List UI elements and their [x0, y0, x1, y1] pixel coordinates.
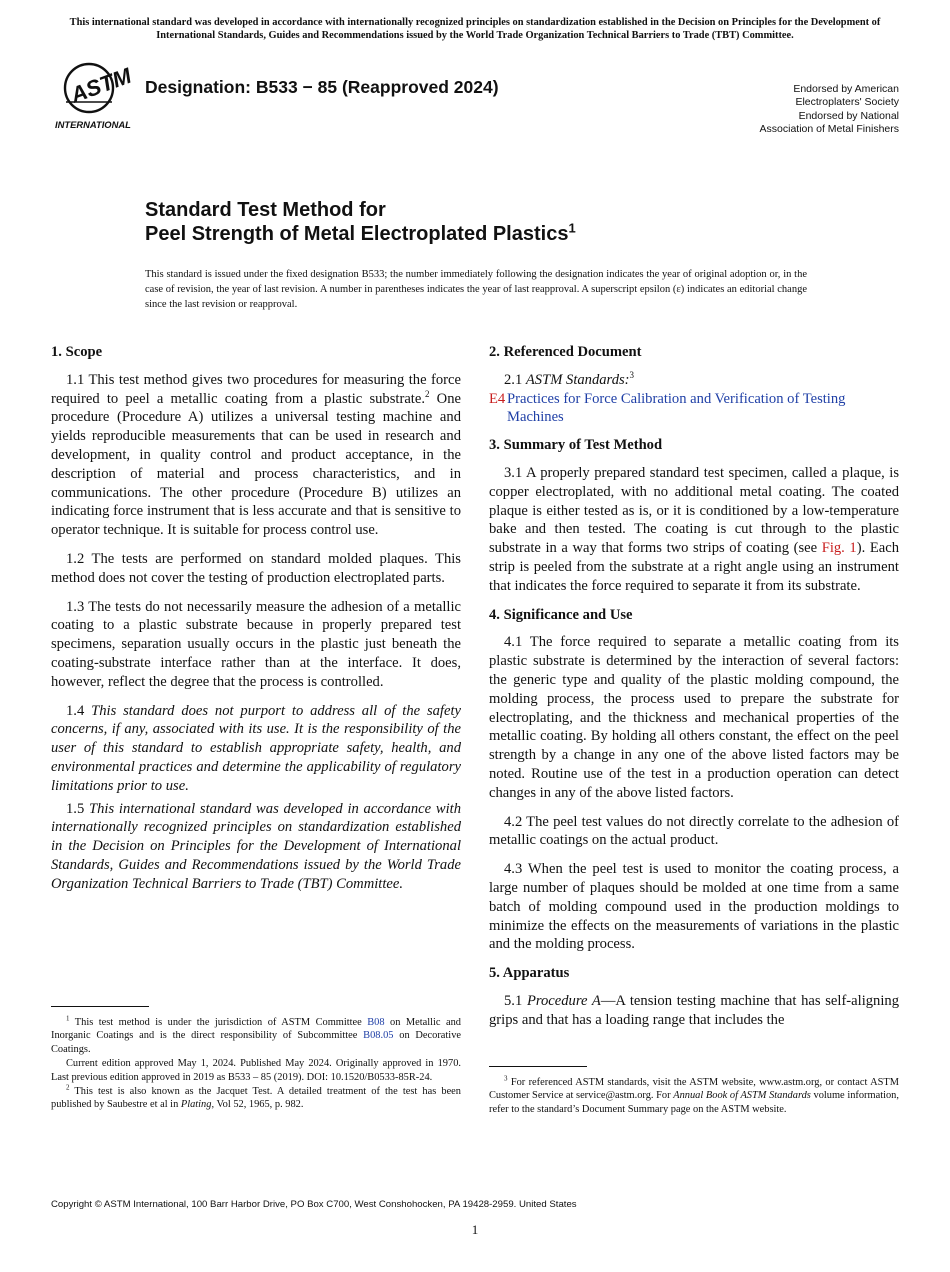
- section-heading-referenced: 2. Referenced Document: [489, 344, 642, 360]
- endorsement-line: Association of Metal Finishers: [759, 123, 899, 136]
- paragraph-1-5: 1.5 This international standard was developed in accordance with internationally recognized principles on standardization established in the Decision on Principles for the Development of International Standards, Guides and Recommendations issued by the World Trade Organization Technical Barriers to Trade (TBT) Committee.: [51, 800, 462, 892]
- endorsements: [760, 83, 899, 137]
- reference-e4[interactable]: [489, 390, 899, 428]
- endorsement-line: Electroplaters' Society: [795, 96, 899, 109]
- paragraph-1-3: 1.3 The tests do not necessarily measure the adhesion of a metallic coating to a plastic substrate because in properly prepared test specimens, separation usually occurs in the plastic just beneath the coating-substrate interface rather than at the interface. It does, however, reflect the degree that the process is controlled.: [51, 598, 461, 690]
- title-line-1: Standard Test Method for: [145, 199, 386, 221]
- paragraph-1-4: 1.4 This standard does not purport to address all of the safety concerns, if any, associated with its use. It is the responsibility of the user of this standard to establish appropriate safety, health, and environmental practices and determine the applicability of regulatory limitations prior to use.: [51, 702, 461, 794]
- edition-note: Current edition approved May 1, 2024. Published May 2024. Originally approved in 1970. Last previous edition approved in 2019 as B533 – 85 (2019). DOI: 10.1520/B0533-85R-24.: [51, 1058, 461, 1083]
- paragraph-3-1: 3.1 A properly prepared standard test specimen, called a plaque, is copper electroplated, with no additional metal coating. The coated plaque is either tested as is, or it is conditioned by a low-temperature bake and then tested. The coating is cut through to the plastic substrate in a way that forms two strips of coating (see Fig. 1). Each strip is peeled from the substrate at a right angle using an instrument that indicates the force required to separate it from its substrate.: [489, 464, 900, 594]
- footnote-marker[interactable]: 2: [424, 388, 430, 399]
- paragraph-2-1: 2.1 ASTM Standards:$^3$: [504, 369, 635, 388]
- section-heading-significance: 4. Significance and Use: [489, 606, 633, 623]
- astm-logo-icon: [52, 58, 136, 132]
- paragraph-5-1: 5.1 Procedure A—A tension testing machine that has self-aligning grips and that has a loading range that includes the: [489, 992, 899, 1028]
- copyright: Copyright © ASTM International, 100 Barr Harbor Drive, PO Box C700, West Conshohocken, PA 19428-2959. United States: [51, 1199, 577, 1210]
- reference-tag: E4: [489, 390, 506, 407]
- footnote-divider: [489, 1066, 587, 1067]
- section-heading-scope: 1. Scope: [51, 344, 103, 360]
- page-number: 1: [471, 1222, 479, 1237]
- designation: Designation: B533 − 85 (Reapproved 2024): [145, 77, 499, 97]
- paragraph-4-3: 4.3 When the peel test is used to monitor the coating process, a large number of plaques should be molded at one time from a same batch of molding compound used in the production moldings to minimize the effects on the measurements of variations in the plastic and the molding process.: [489, 861, 899, 953]
- footnote-1: $^1$ This test method is under the jurisdiction of ASTM Committee B08 on Metallic and Inorganic Coatings and is the direct responsibility of Subcommittee B08.05 on Decorative Coatings.: [51, 1014, 461, 1055]
- footnotes-right: [489, 1076, 899, 1117]
- right-column: [489, 343, 899, 1040]
- paragraph-4-2: 4.2 The peel test values do not directly correlate to the adhesion of metallic coatings on the actual product.: [489, 813, 899, 849]
- footnote-3: $^3$ For referenced ASTM standards, visit the ASTM website, www.astm.org, or contact ASTM Customer Service at service@astm.org. For Annual Book of ASTM Standards volume information, refer to the standard’s Document Summary page on the ASTM website.: [489, 1074, 899, 1115]
- paragraph-1-2: 1.2 The tests are performed on standard molded plaques. This method does not cover the testing of production electroplated parts.: [51, 550, 461, 586]
- logo-astm-letters: ASTM: [67, 62, 135, 108]
- committee-link[interactable]: B08: [367, 1017, 385, 1028]
- footnotes-left: [51, 1016, 461, 1113]
- endorsement-line: Endorsed by National: [798, 109, 899, 122]
- issue-statement: This standard is issued under the fixed designation B533; the number immediately following the designation indicates the year of original adoption or, in the case of revision, the year of last revision. A number in parentheses indicates the year of last reapproval. A superscript epsilon (ε) indicates an editorial change since the last revision or reapproval.: [145, 269, 807, 310]
- logo-wordmark: INTERNATIONAL: [55, 119, 131, 130]
- left-column: [51, 343, 461, 904]
- footnote-2: $^2$ This test is also known as the Jacquet Test. A detailed treatment of the test has been published by Saubestre et al in Plating, Vol 52, 1965, p. 982.: [51, 1083, 461, 1111]
- wto-notice: This international standard was developed in accordance with internationally recognized principles on standardization established in the Decision on Principles for the Development of International Standards, Guides and Recommendations issued by the World Trade Organization Technical Barriers to Trade (TBT) Committee.: [69, 17, 881, 41]
- title-line-2: Peel Strength of Metal Electroplated Plastics$^1$: [145, 220, 576, 245]
- footnote-divider: [51, 1006, 149, 1007]
- endorsement-line: Endorsed by American: [793, 83, 899, 95]
- title-footnote-marker[interactable]: 1: [568, 220, 576, 236]
- paragraph-4-1: 4.1 The force required to separate a metallic coating from its plastic substrate is determined by the interaction of several factors: the generic type and quality of the plastic molding compound, the molding process, the process used to prepare the substrate for electroplating, and the thickness and mechanical properties of the metallic coating. By holding all others constant, the effect on the peel strength by a change in any one of the above listed factors may be noted. Routine use of the test in a production operation can detect changes in any of the above listed factors.: [489, 634, 899, 801]
- figure-link[interactable]: Fig. 1: [821, 540, 857, 557]
- reference-link[interactable]: Practices for Force Calibration and Verification of Testing Machines: [507, 390, 846, 426]
- footnote-marker[interactable]: 3: [629, 369, 635, 380]
- document-title: [145, 198, 576, 246]
- section-heading-apparatus: 5. Apparatus: [489, 965, 570, 982]
- paragraph-1-1: 1.1 This test method gives two procedures for measuring the force required to peel a metallic coating from a plastic substrate.$^2$ One procedure (Procedure A) utilizes a universal testing machine and yields reproducible measurements that can be used in research and development, in quality control and product acceptance, in the description of material and process characteristics, and in communications. The other procedure (Procedure B) utilizes an indicating force instrument that is less accurate and that is sensitive to operator technique. It is suitable for process control use.: [51, 371, 461, 539]
- section-heading-summary: 3. Summary of Test Method: [489, 437, 663, 454]
- subcommittee-link[interactable]: B08.05: [363, 1030, 394, 1042]
